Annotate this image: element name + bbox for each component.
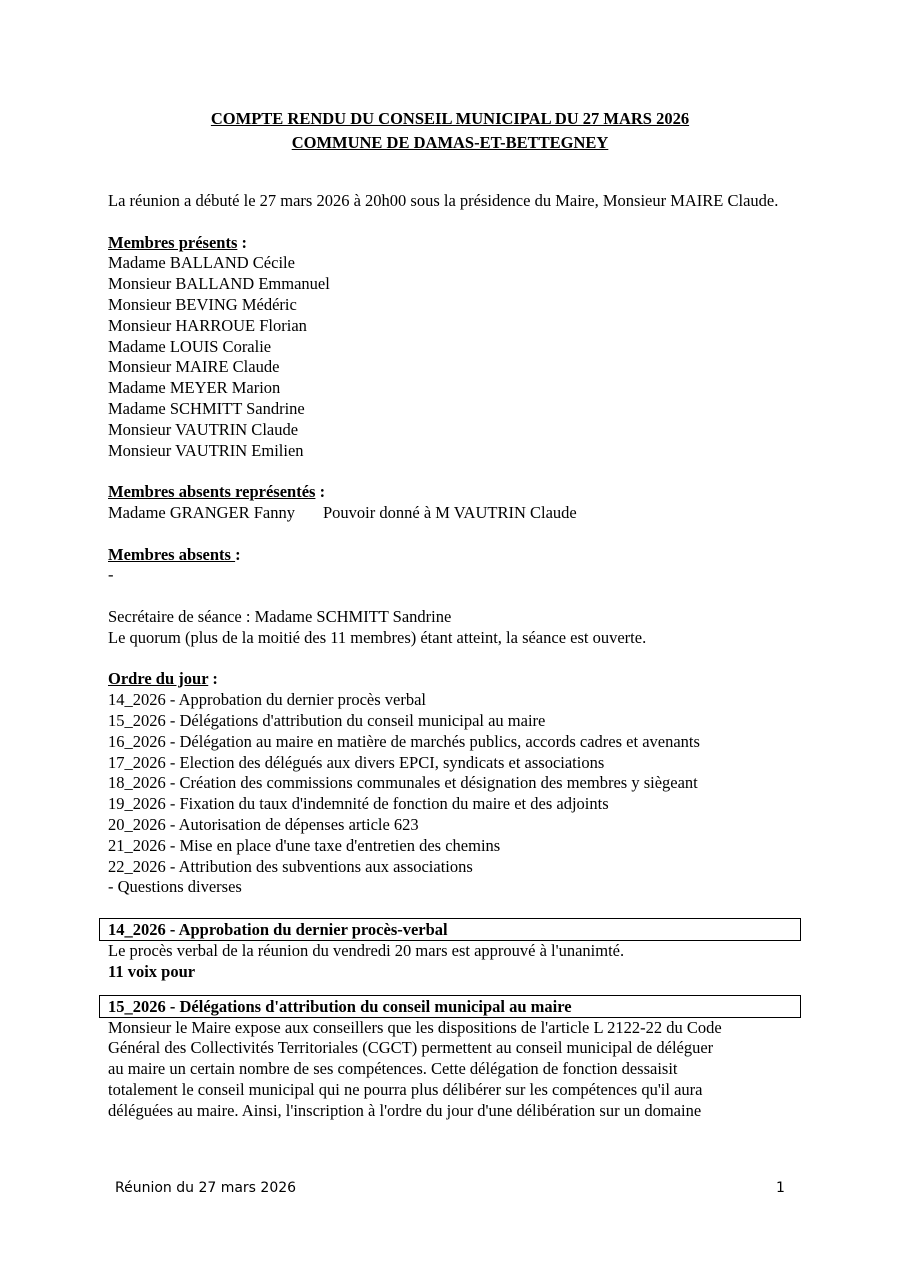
list-item: Madame LOUIS Coralie [108, 336, 272, 356]
paragraph-line: déléguées au maire. Ainsi, l'inscription à l'ordre du jour d'une délibération sur un domaine [108, 1100, 702, 1120]
section-14-text: Le procès verbal de la réunion du vendredi 20 mars est approuvé à l'unanimté. [108, 941, 625, 961]
footer-text: Réunion du 27 mars 2026 [115, 1180, 297, 1196]
agenda-heading: Ordre du jour : [108, 669, 218, 689]
present-heading: Membres présents : [108, 232, 247, 252]
agenda-item: 19_2026 - Fixation du taux d'indemnité de fonction du maire et des adjoints [108, 794, 609, 814]
absent-heading: Membres absents : [108, 544, 241, 564]
represented-heading: Membres absents représentés : [108, 482, 326, 502]
list-item: Madame BALLAND Cécile [108, 253, 295, 273]
document-title: COMPTE RENDU DU CONSEIL MUNICIPAL DU 27 MARS 2026 [210, 109, 690, 128]
agenda-item: 22_2026 - Attribution des subventions aux associations [108, 856, 473, 876]
section-14-title: 14_2026 - Approbation du dernier procès-verbal [99, 918, 801, 941]
secretary-line: Secrétaire de séance : Madame SCHMITT Sandrine [108, 606, 452, 626]
agenda-item: - Questions diverses [108, 877, 242, 897]
list-item: Monsieur HARROUE Florian [108, 315, 307, 335]
page-number: 1 [776, 1180, 785, 1196]
absent-value: - [108, 565, 114, 585]
section-14-vote: 11 voix pour [108, 961, 196, 981]
paragraph-line: totalement le conseil municipal qui ne pourra plus délibérer sur les compétences qu'il aura [108, 1080, 703, 1100]
section-15-title: 15_2026 - Délégations d'attribution du conseil municipal au maire [99, 995, 801, 1018]
paragraph-line: Monsieur le Maire expose aux conseillers que les dispositions de l'article L 2122-22 du Code [108, 1017, 722, 1037]
list-item: Madame SCHMITT Sandrine [108, 398, 305, 418]
agenda-item: 14_2026 - Approbation du dernier procès verbal [108, 690, 426, 710]
commune-title: COMMUNE DE DAMAS-ET-BETTEGNEY [291, 133, 609, 152]
represented-member: Madame GRANGER Fanny Pouvoir donné à M VAUTRIN Claude [108, 502, 577, 522]
agenda-item: 18_2026 - Création des commissions communales et désignation des membres y siègeant [108, 773, 698, 793]
present-members-list [108, 253, 808, 461]
paragraph-line: Général des Collectivités Territoriales (CGCT) permettent au conseil municipal de déléguer [108, 1038, 714, 1058]
list-item: Monsieur VAUTRIN Claude [108, 419, 299, 439]
agenda-list [108, 690, 808, 898]
intro-paragraph: La réunion a débuté le 27 mars 2026 à 20h00 sous la présidence du Maire, Monsieur MAIRE Claude. [108, 191, 779, 210]
paragraph-line: au maire un certain nombre de ses compétences. Cette délégation de fonction dessaisit [108, 1059, 678, 1079]
agenda-item: 15_2026 - Délégations d'attribution du conseil municipal au maire [108, 710, 546, 730]
agenda-item: 21_2026 - Mise en place d'une taxe d'entretien des chemins [108, 835, 501, 855]
list-item: Madame MEYER Marion [108, 378, 281, 398]
quorum-line: Le quorum (plus de la moitié des 11 membres) étant atteint, la séance est ouverte. [108, 627, 647, 647]
agenda-item: 20_2026 - Autorisation de dépenses article 623 [108, 814, 419, 834]
list-item: Monsieur BALLAND Emmanuel [108, 274, 330, 294]
agenda-item: 17_2026 - Election des délégués aux divers EPCI, syndicats et associations [108, 752, 605, 772]
list-item: Monsieur BEVING Médéric [108, 294, 297, 314]
list-item: Monsieur MAIRE Claude [108, 357, 280, 377]
agenda-item: 16_2026 - Délégation au maire en matière de marchés publics, accords cadres et avenants [108, 731, 700, 751]
document-body [108, 191, 808, 1122]
list-item: Monsieur VAUTRIN Emilien [108, 440, 304, 460]
proxy-note: Pouvoir donné à M VAUTRIN Claude [322, 502, 577, 522]
section-15-text [108, 1018, 808, 1122]
